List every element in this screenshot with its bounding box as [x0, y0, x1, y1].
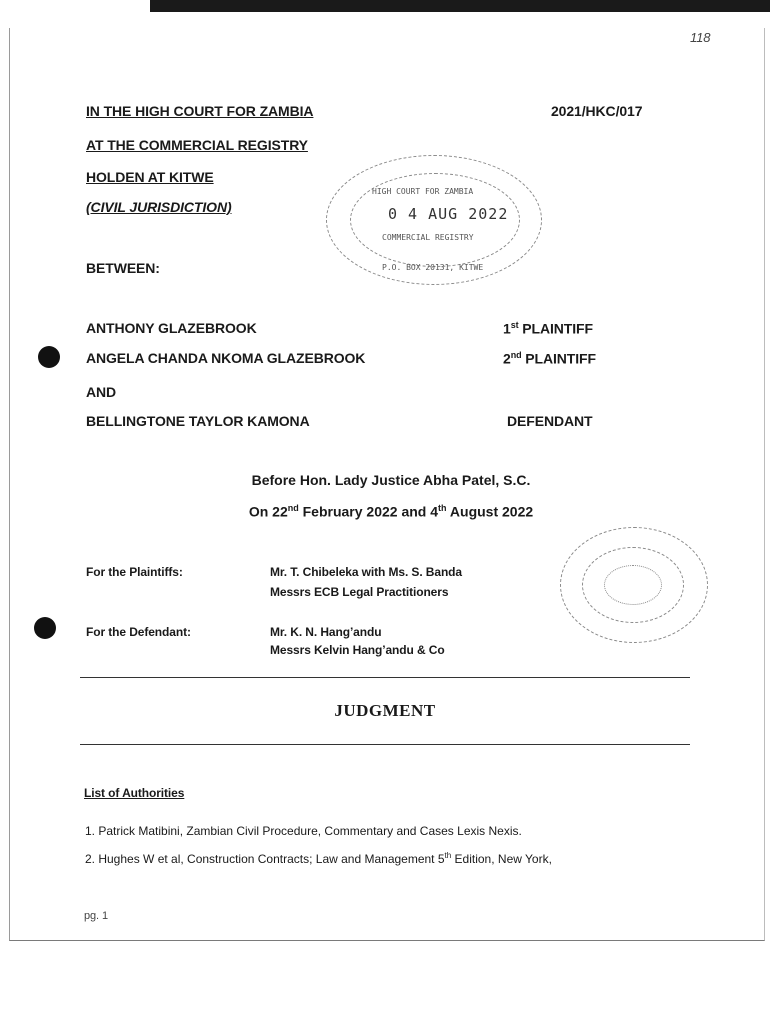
- punch-hole-top: [38, 346, 60, 368]
- hearing-dates: On 22nd February 2022 and 4th August 2022: [248, 503, 534, 520]
- stamp-bottom-text: P.O. BOX 20131, KITWE: [382, 263, 484, 272]
- court-line-4: (CIVIL JURISDICTION): [86, 199, 232, 215]
- counsel-label: For the Plaintiffs:: [86, 565, 183, 579]
- defendant-name: BELLINGTONE TAYLOR KAMONA: [86, 413, 310, 429]
- case-number: 2021/HKC/017: [551, 103, 643, 119]
- between-label: BETWEEN:: [86, 260, 160, 276]
- judgment-heading: JUDGMENT: [334, 701, 436, 720]
- counsel-firm: Messrs ECB Legal Practitioners: [270, 585, 449, 599]
- margin-note: 118: [690, 30, 711, 45]
- scan-edge-bar: [150, 0, 770, 12]
- counsel-firm: Messrs Kelvin Hang’andu & Co: [270, 643, 445, 657]
- page-number: pg. 1: [84, 910, 108, 922]
- court-line-3: HOLDEN AT KITWE: [86, 169, 214, 185]
- party-name: ANGELA CHANDA NKOMA GLAZEBROOK: [86, 350, 366, 366]
- counsel-name: Mr. K. N. Hang’andu: [270, 625, 382, 639]
- party-name: ANTHONY GLAZEBROOK: [86, 320, 257, 336]
- party-role: 1st PLAINTIFF: [503, 320, 593, 337]
- counsel-label: For the Defendant:: [86, 625, 191, 639]
- stamp-date: 0 4 AUG 2022: [388, 205, 509, 223]
- authority-item: 1. Patrick Matibini, Zambian Civil Procedure, Commentary and Cases Lexis Nexis.: [85, 824, 522, 838]
- divider-bottom: [80, 744, 690, 745]
- authorities-title: List of Authorities: [84, 786, 185, 800]
- before-line: Before Hon. Lady Justice Abha Patel, S.C.: [251, 472, 531, 488]
- stamp-top-text: HIGH COURT FOR ZAMBIA: [372, 187, 474, 196]
- authority-item: 2. Hughes W et al, Construction Contracts; Law and Management 5th Edition, New York,: [85, 851, 552, 866]
- and-label: AND: [86, 384, 117, 400]
- defendant-role: DEFENDANT: [507, 413, 593, 429]
- registry-stamp: [326, 155, 544, 287]
- punch-hole-bottom: [34, 617, 56, 639]
- court-seal: [560, 527, 710, 645]
- counsel-name: Mr. T. Chibeleka with Ms. S. Banda: [270, 565, 462, 579]
- divider-top: [80, 677, 690, 678]
- stamp-middle-text: COMMERCIAL REGISTRY: [382, 233, 474, 242]
- party-role: 2nd PLAINTIFF: [503, 350, 596, 367]
- court-line-1: IN THE HIGH COURT FOR ZAMBIA: [86, 103, 314, 119]
- court-line-2: AT THE COMMERCIAL REGISTRY: [86, 137, 308, 153]
